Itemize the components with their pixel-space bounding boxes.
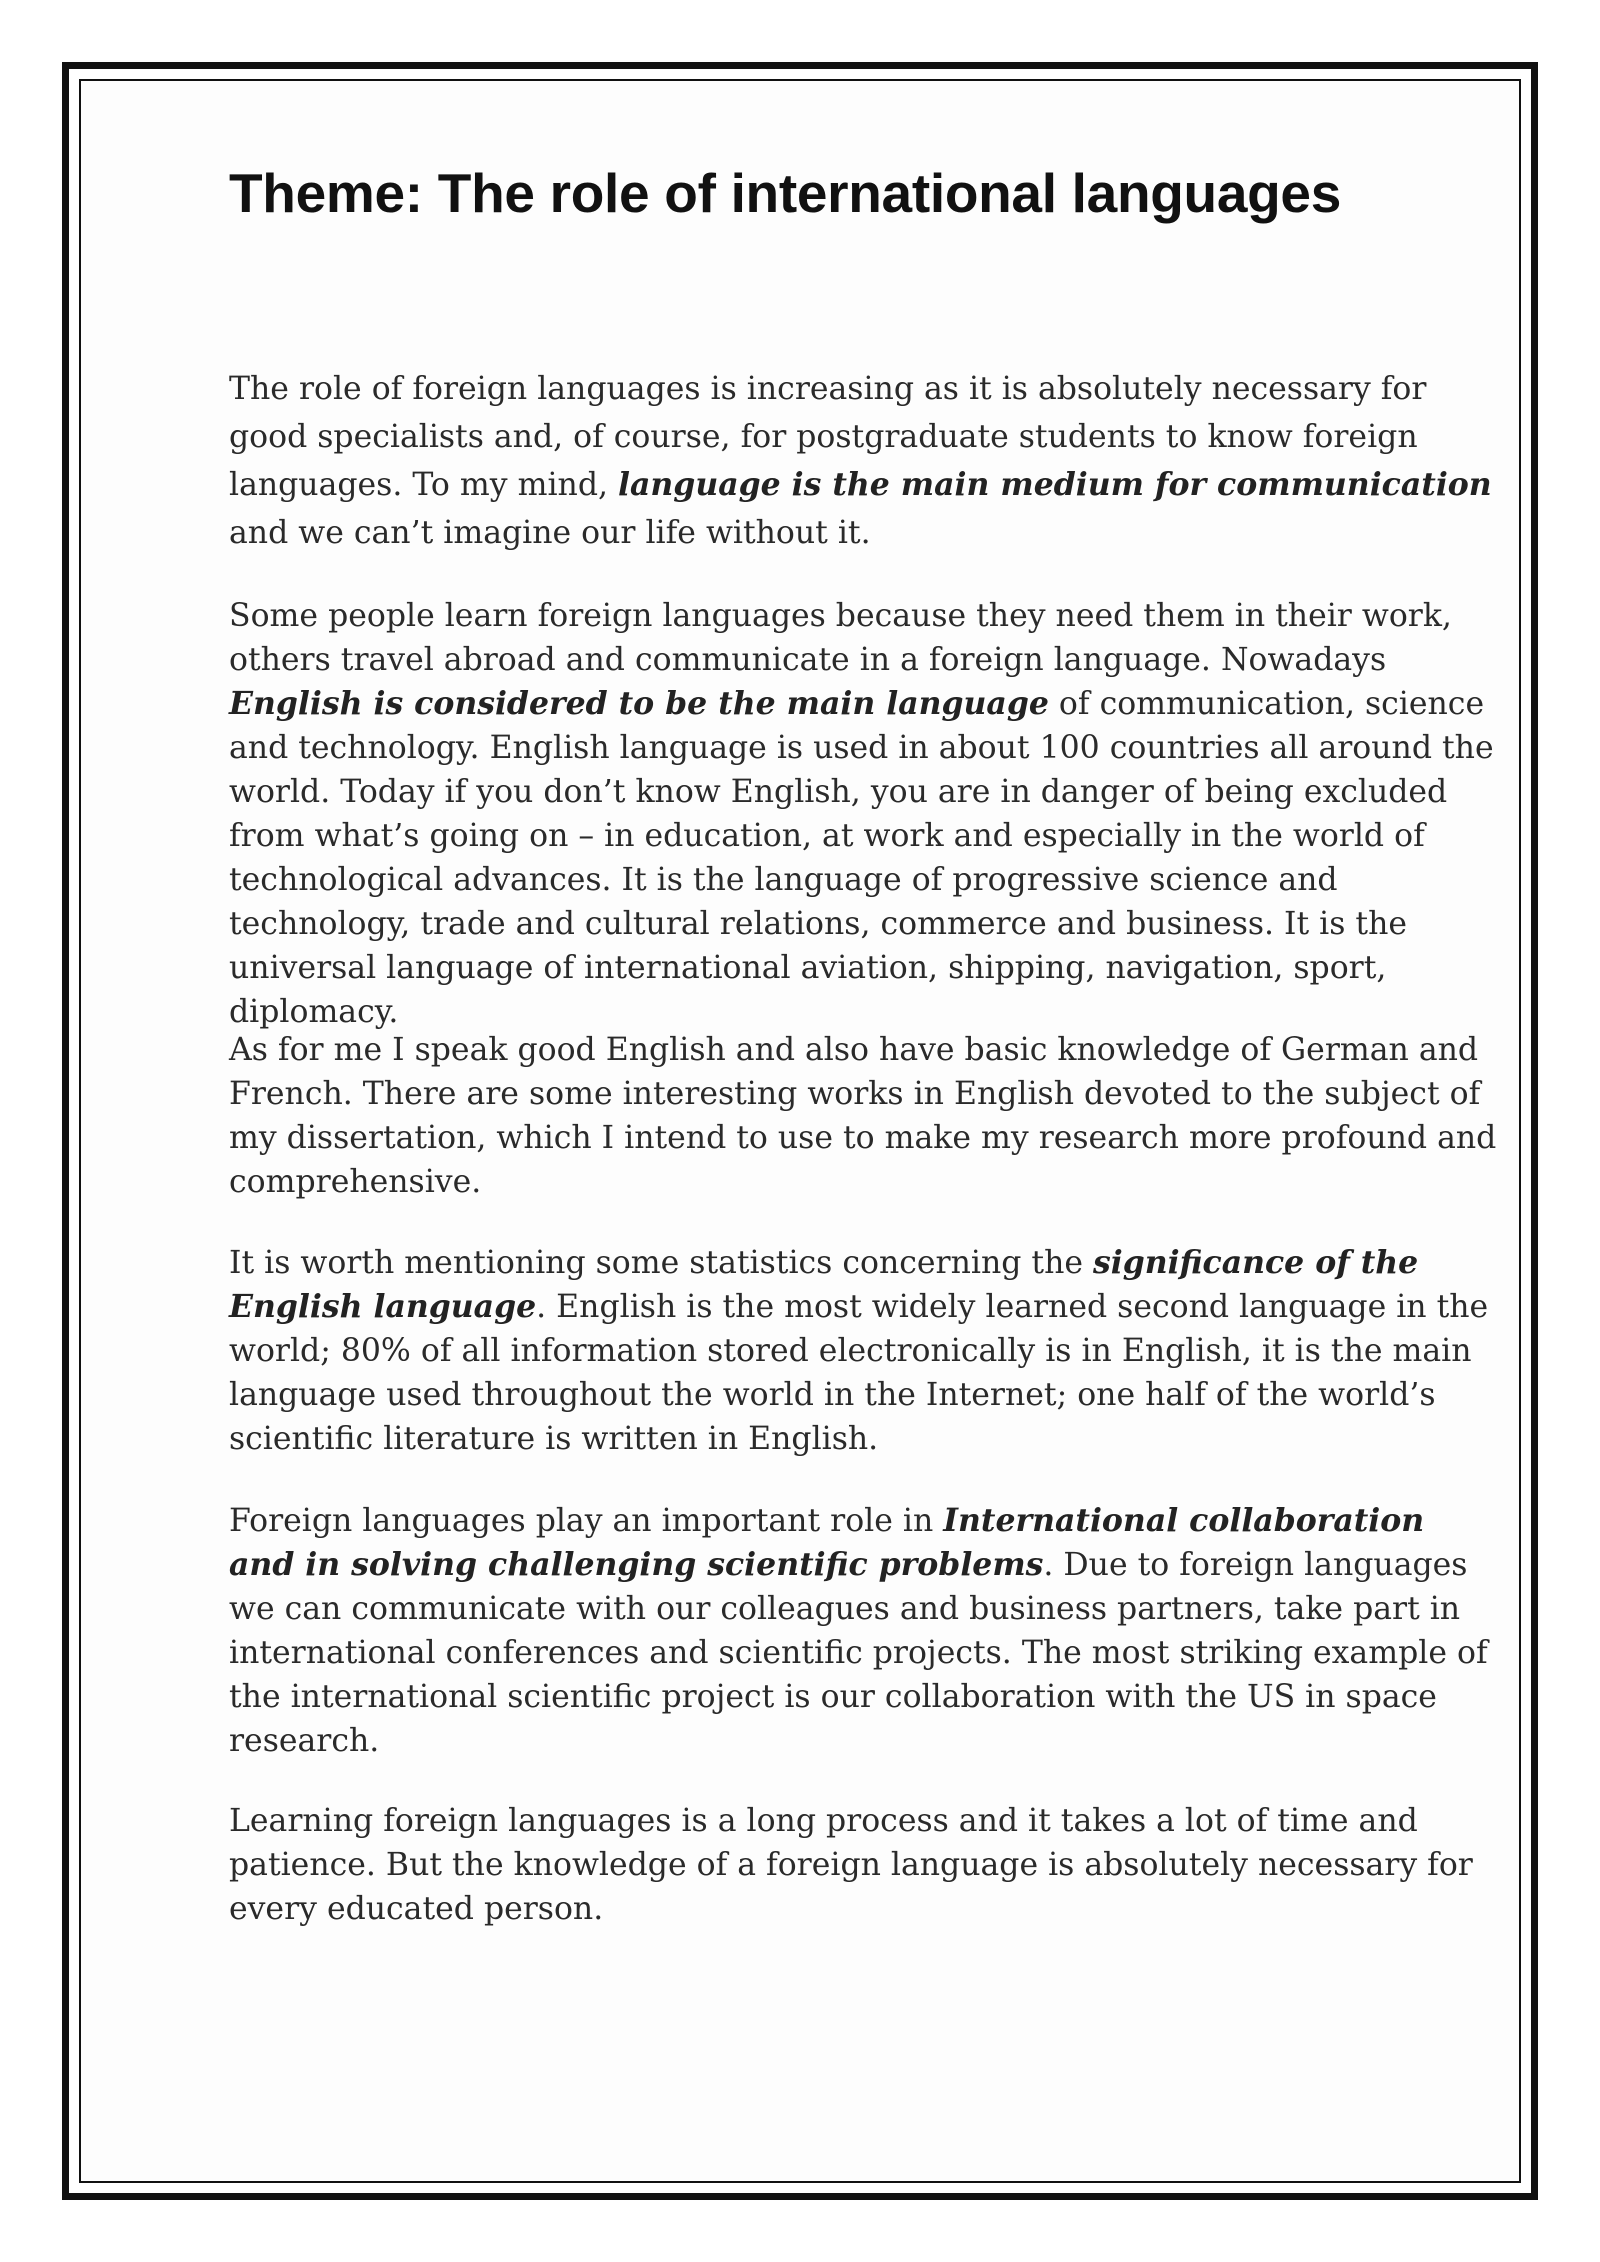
paragraph-1-emphasis: language is the main medium for communication xyxy=(618,466,1492,503)
paragraph-4-text-start: It is worth mentioning some statistics concerning the xyxy=(229,1245,1094,1281)
paragraph-5-text-start: Foreign languages play an important role in xyxy=(229,1503,944,1539)
paragraph-1 xyxy=(229,366,1499,557)
paragraph-4-text-end: . English is the most widely learned second language in the world; 80% of all information stored electronically is in English, it is the main language used throughout the world in the Internet; one half of the world’s scientific literature is written in English. xyxy=(229,1289,1489,1457)
paragraph-3: As for me I speak good English and also have basic knowledge of German and French. There are some interesting works in English devoted to the subject of my dissertation, which I intend to use to make my research more profound and comprehensive. xyxy=(229,1032,1497,1200)
paragraph-5-text-end: . Due to foreign languages we can communicate with our colleagues and business partners, take part in international conferences and scientific projects. The most striking example of the international scientific project is our collaboration with the US in space research. xyxy=(229,1547,1488,1759)
paragraph-1-text-start: The role of foreign languages is increasing as it is absolutely necessary for good specialists and, of course, for postgraduate students to know foreign languages. To my mind, xyxy=(229,371,1427,503)
paragraph-2 xyxy=(229,594,1499,1034)
paragraph-2-text-start: Some people learn foreign languages because they need them in their work, others travel abroad and communicate in a foreign language. Nowadays xyxy=(229,598,1452,678)
paragraph-2-text-end: of communication, science and technology. English language is used in about 100 countries all around the world. Today if you don’t know English, you are in danger of being excluded from what’s going on – in education, at work and especially in the world of technological advances. It is the language of progressive science and technology, trade and cultural relations, commerce and business. It is the universal language of international aviation, shipping, navigation, sport, diplomacy. xyxy=(229,686,1494,1030)
paragraph-5 xyxy=(229,1499,1499,1763)
paragraph-5-emphasis: International collaboration and in solving challenging scientific problems xyxy=(229,1502,1425,1583)
paragraph-4 xyxy=(229,1241,1499,1461)
paragraph-6: Learning foreign languages is a long process and it takes a lot of time and patience. But the knowledge of a foreign language is absolutely necessary for every educated person. xyxy=(229,1803,1473,1927)
document-title: Theme: The role of international languages xyxy=(229,162,1342,224)
document-content xyxy=(229,158,1499,1927)
paragraph-4-emphasis: significance of the English language xyxy=(229,1244,1419,1325)
paragraph-2-emphasis: English is considered to be the main language xyxy=(229,685,1049,722)
paragraph-1-text-end: and we can’t imagine our life without it. xyxy=(229,514,871,551)
